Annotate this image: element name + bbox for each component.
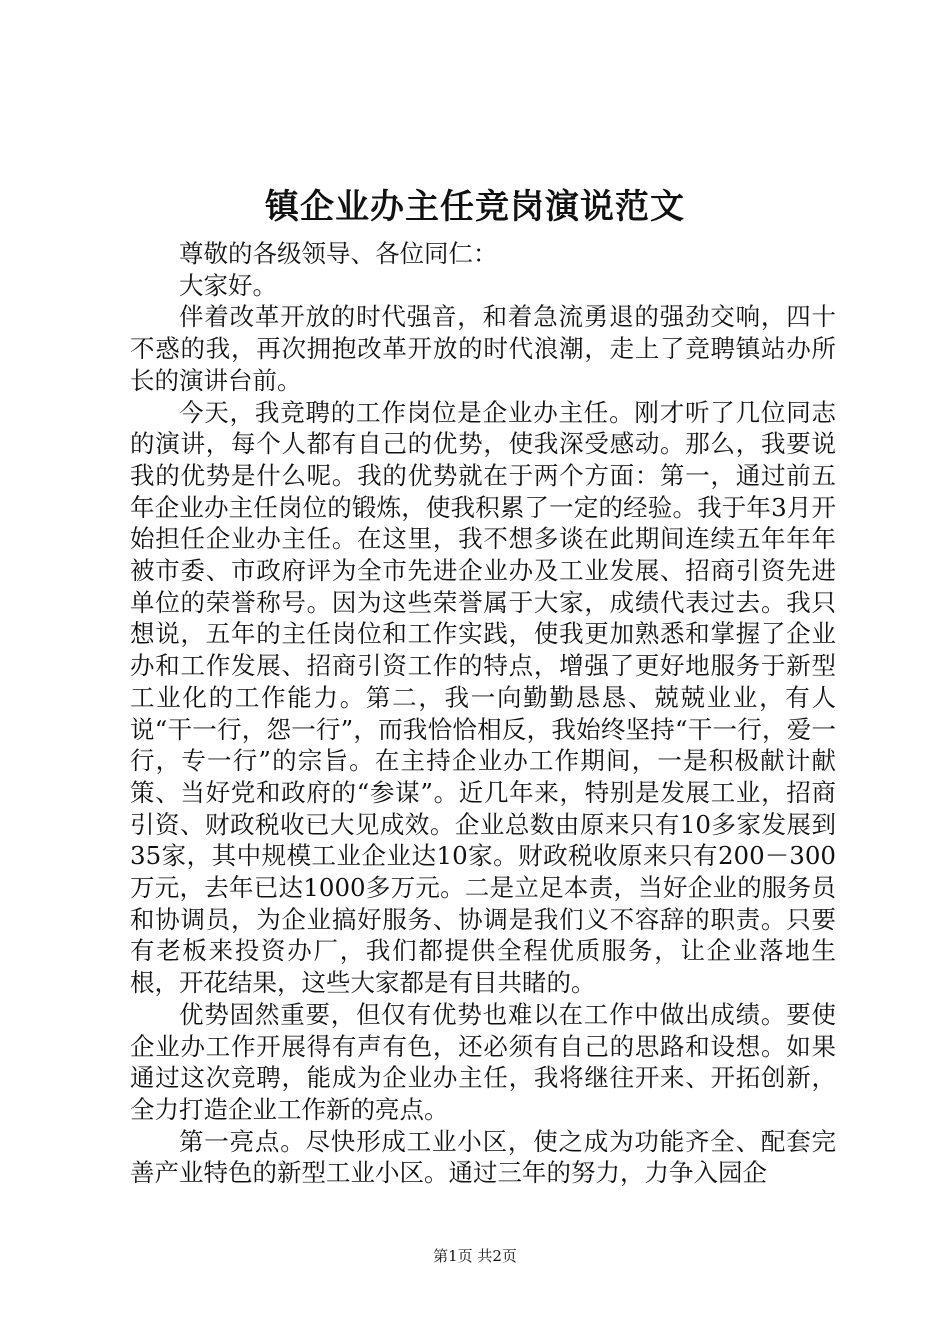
paragraph-greeting: 大家好。 [179,270,277,300]
document-title: 镇企业办主任竞岗演说范文 [265,187,685,227]
paragraph-intro: 伴着改革开放的时代强音，和着急流勇退的强劲交响，四十不惑的我，再次拥抱改革开放的时代浪潮，走上了竞聘镇站办所长的演讲台前。 [130,302,836,395]
document-body [130,238,836,1189]
paragraph-advantages: 今天，我竞聘的工作岗位是企业办主任。刚才听了几位同志的演讲，每个人都有自己的优势，使我深受感动。那么，我要说我的优势是什么呢。我的优势就在于两个方面：第一，通过前五年企业办主任岗位的锻炼，使我积累了一定的经验。我于年3月开始担任企业办主任。在这里，我不想多谈在此期间连续五年年年被市委、市政府评为全市先进企业办及工业发展、招商引资先进单位的荣誉称号。因为这些荣誉属于大家，成绩代表过去。我只想说，五年的主任岗位和工作实践，使我更加熟悉和掌握了企业办和工作发展、招商引资工作的特点，增强了更好地服务于新型工业化的工作能力。第二，我一向勤勤恳恳、兢兢业业，有人说“干一行，怨一行”，而我恰恰相反，我始终坚持“干一行，爱一行，专一行”的宗旨。在主持企业办工作期间，一是积极献计献策、当好党和政府的“参谋”。近几年来，特别是发展工业，招商引资、财政税收已大见成效。企业总数由原来只有10多家发展到35家，其中规模工业企业达10家。财政税收原来只有200－300万元，去年已达1000多万元。二是立足本责，当好企业的服务员和协调员，为企业搞好服务、协调是我们义不容辞的职责。只要有老板来投资办厂，我们都提供全程优质服务，让企业落地生根，开花结果，这些大家都是有目共睹的。 [130,397,836,998]
paragraph-salutation: 尊敬的各级领导、各位同仁： [179,239,498,268]
page-number-footer: 第1页 共2页 [433,1247,517,1265]
paragraph-first-highlight: 第一亮点。尽快形成工业小区，使之成为功能齐全、配套完善产业特色的新型工业小区。通过三年的努力，力争入园企 [130,1126,836,1188]
paragraph-plans: 优势固然重要，但仅有优势也难以在工作中做出成绩。要使企业办工作开展得有声有色，还必须有自己的思路和设想。如果通过这次竞聘，能成为企业办主任，我将继往开来、开拓创新，全力打造企业工作新的亮点。 [130,999,836,1124]
